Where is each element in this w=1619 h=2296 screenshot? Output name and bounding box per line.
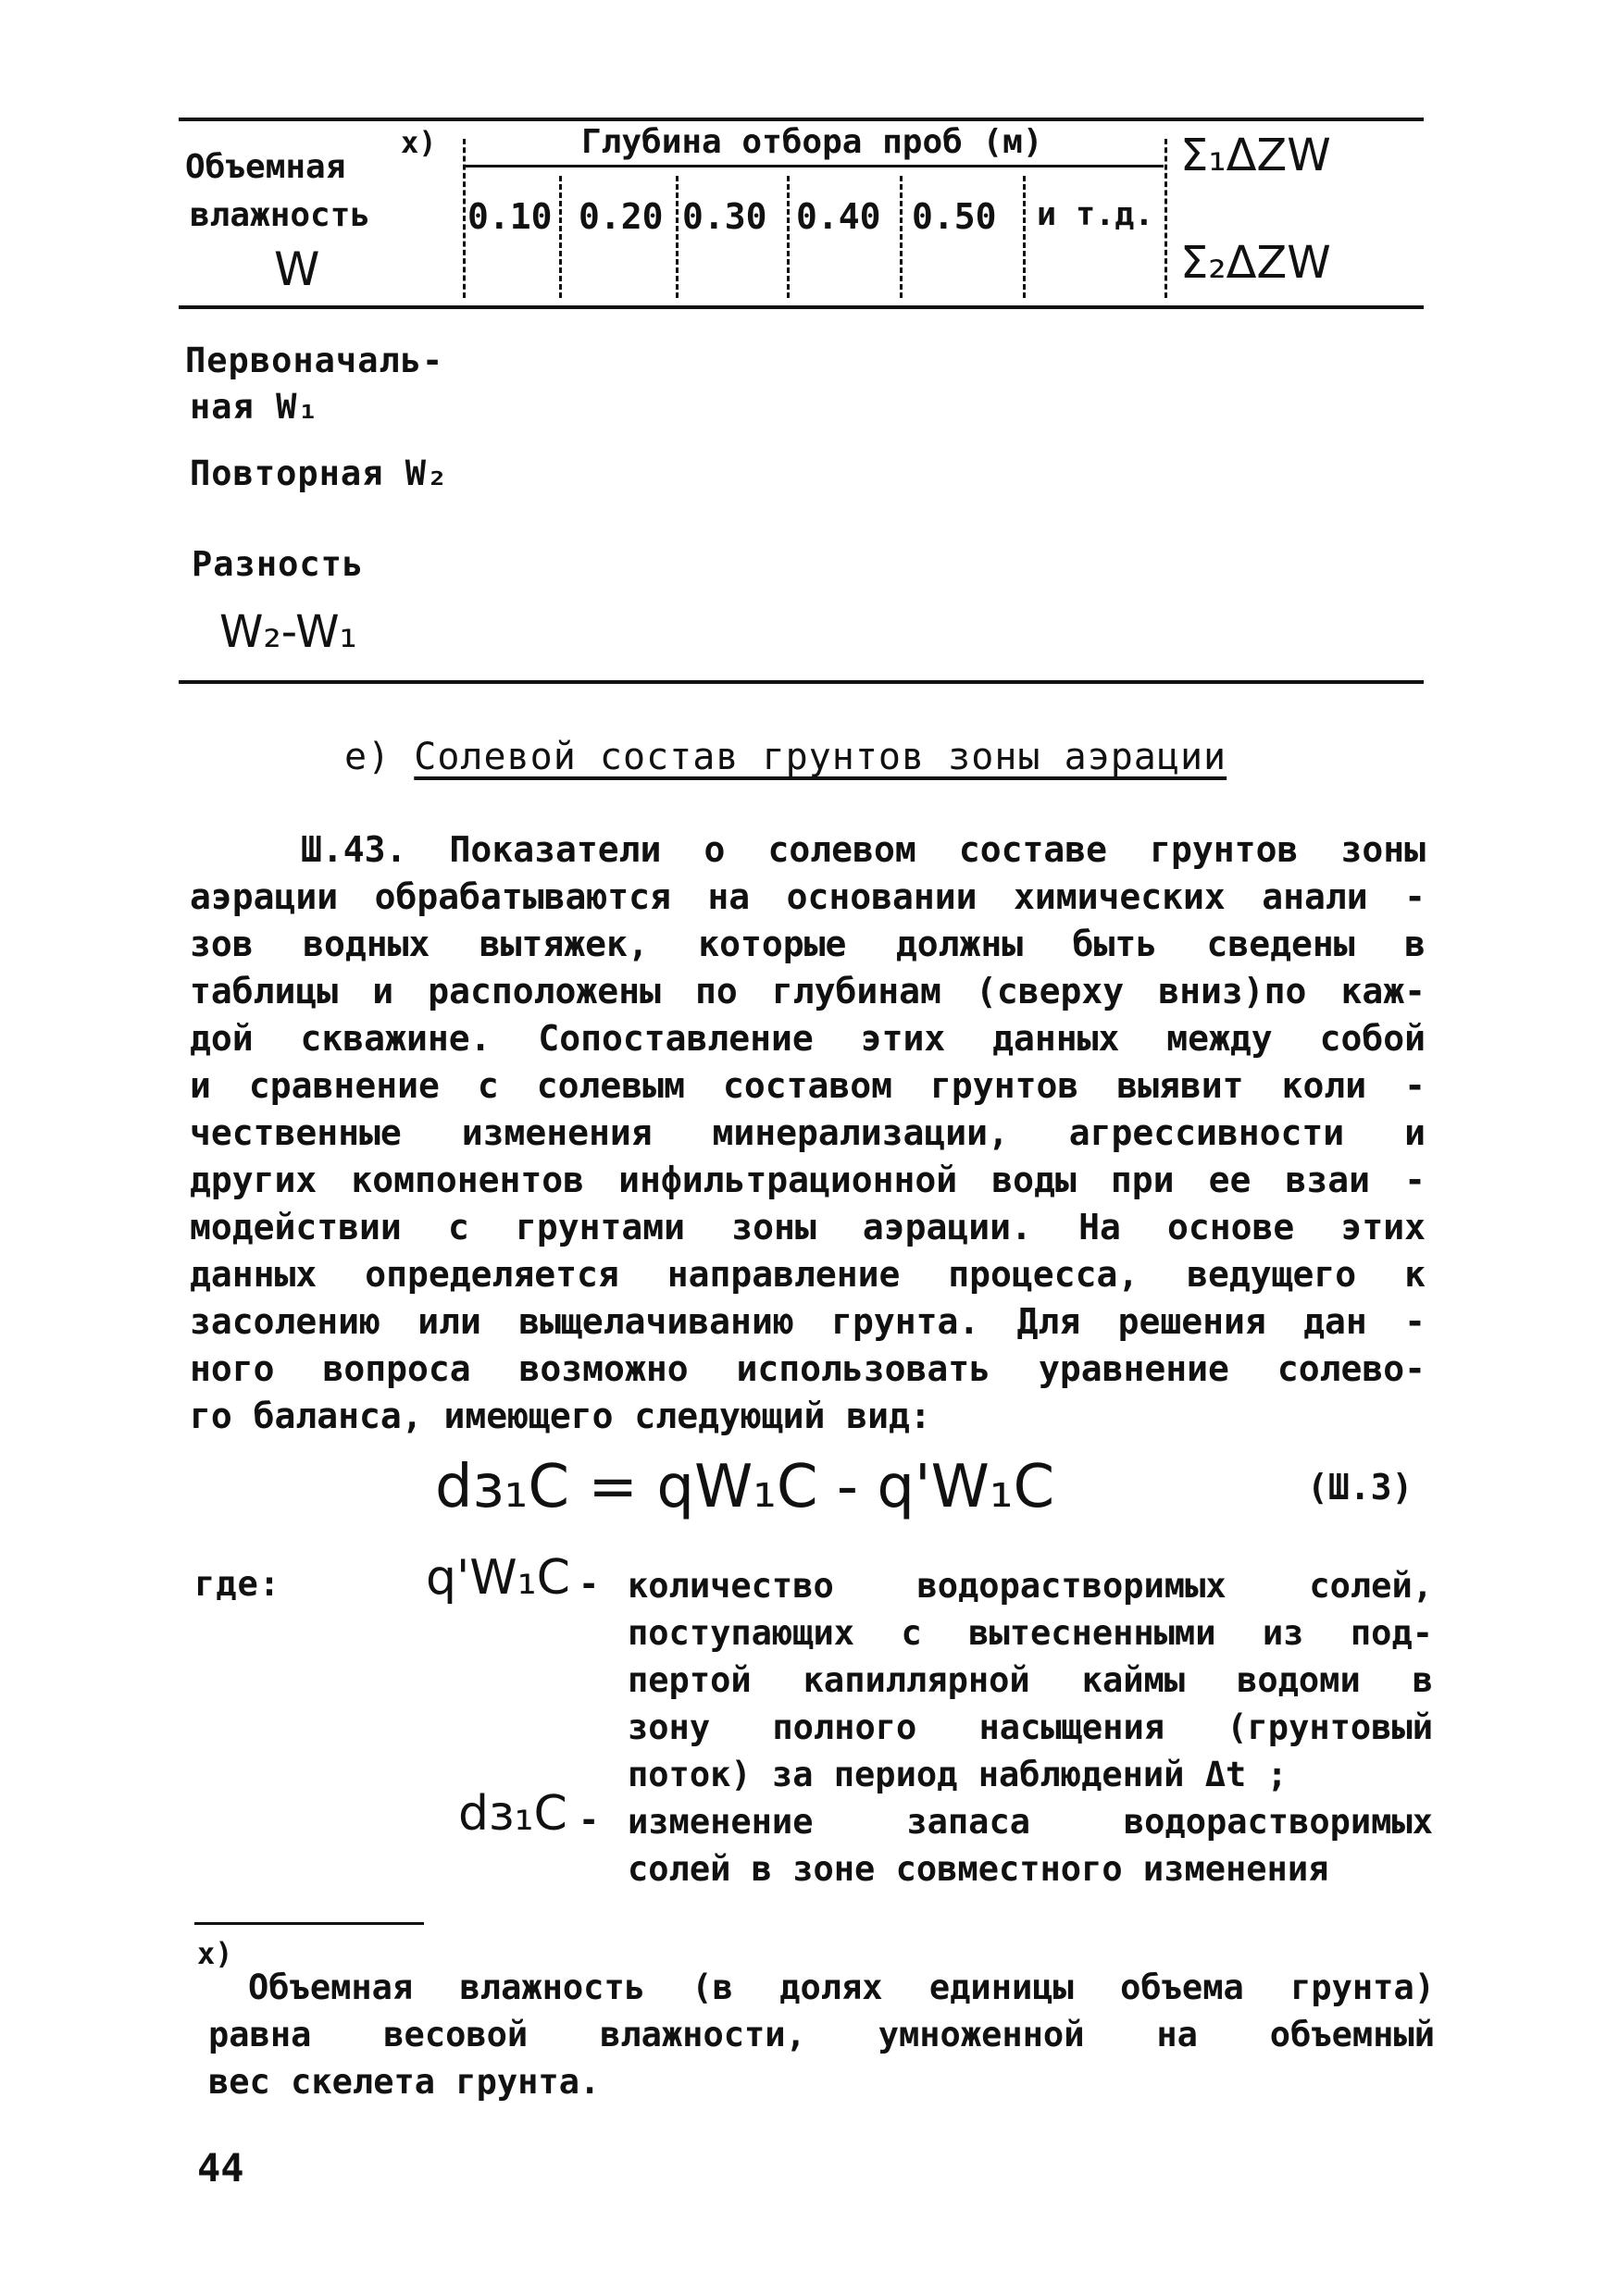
def1-line: пертой капиллярной каймы водоми в bbox=[628, 1660, 1433, 1700]
definition-dash-2: - bbox=[579, 1800, 601, 1840]
depth-col-1: 0.20 bbox=[579, 196, 664, 237]
row-difference-line1: Разность bbox=[192, 544, 365, 584]
def1-line: зону полного насыщения (грунтовый bbox=[628, 1707, 1433, 1747]
depth-col-3: 0.40 bbox=[796, 196, 881, 237]
row-header-symbol: W bbox=[274, 242, 320, 296]
footnote-line: равна весовой влажности, умноженной на объемный bbox=[208, 2015, 1435, 2054]
row-initial-line2: ная W₁ bbox=[190, 387, 319, 427]
footnote-rule bbox=[194, 1922, 424, 1925]
definition-symbol-1: q'W₁C bbox=[426, 1550, 570, 1606]
depth-header-underline bbox=[465, 165, 1164, 168]
def1-line: количество водорастворимых солей, bbox=[628, 1566, 1433, 1606]
depth-col-5: и т.д. bbox=[1037, 196, 1154, 233]
row-header-line1: Объемная bbox=[185, 148, 346, 186]
definition-symbol-2: dз₁C bbox=[458, 1786, 567, 1842]
def2-line: изменение запаса водорастворимых bbox=[628, 1802, 1433, 1842]
def2-line: солей в зоне совместного изменения bbox=[628, 1849, 1329, 1889]
col-sep bbox=[463, 139, 466, 298]
definition-dash-1: - bbox=[579, 1564, 601, 1604]
col-sep bbox=[559, 176, 562, 298]
footnote-text-cont bbox=[208, 2011, 1435, 2105]
para-line: засолению или выщелачиванию грунта. Для решения дан - bbox=[190, 1301, 1426, 1342]
section-title bbox=[344, 736, 1227, 778]
col-sep bbox=[787, 176, 790, 298]
para-line: и сравнение с солевым составом грунтов выявит коли - bbox=[190, 1065, 1426, 1106]
definition-text-1 bbox=[628, 1562, 1433, 1798]
para-line: ного вопроса возможно использовать уравнение солево- bbox=[190, 1348, 1426, 1389]
para-line: данных определяется направление процесса, ведущего к bbox=[190, 1254, 1426, 1295]
def1-line: поток) за период наблюдений Δt ; bbox=[628, 1755, 1288, 1794]
sum-header-2: Σ₂ΔZW bbox=[1180, 237, 1331, 289]
salt-balance-formula: dз₁C = qW₁C - q'W₁C bbox=[435, 1453, 1055, 1521]
row-difference-line2: W₂-W₁ bbox=[219, 606, 357, 658]
footnote-marker: х) bbox=[197, 1936, 233, 1971]
depth-header: Глубина отбора проб (м) bbox=[581, 123, 1043, 161]
equation-number: (Ш.3) bbox=[1307, 1467, 1414, 1508]
col-sep bbox=[1164, 139, 1167, 298]
definition-text-2 bbox=[628, 1798, 1433, 1893]
depth-col-4: 0.50 bbox=[912, 196, 997, 237]
para-line: аэрации обрабатываются на основании химических анали - bbox=[190, 876, 1426, 917]
def1-line: поступающих с вытесненными из под- bbox=[628, 1613, 1433, 1653]
sum-header-1: Σ₁ΔZW bbox=[1180, 130, 1331, 181]
table-bottom-rule bbox=[179, 680, 1424, 684]
para-line: чественные изменения минерализации, агрессивности и bbox=[190, 1112, 1426, 1153]
para-line: других компонентов инфильтрационной воды при ее взаи - bbox=[190, 1160, 1426, 1200]
row-initial-line1: Первоначаль- bbox=[185, 341, 444, 380]
col-sep bbox=[676, 176, 679, 298]
row-header-line2: влажность bbox=[190, 196, 371, 234]
where-label: где: bbox=[194, 1564, 281, 1604]
para-line: таблицы и расположены по глубинам (сверху вниз)по каж- bbox=[190, 971, 1426, 1011]
para-line: го баланса, имеющего следующий вид: bbox=[190, 1396, 931, 1436]
footnote-marker-header: х) bbox=[401, 125, 437, 160]
footnote-line: вес скелета грунта. bbox=[208, 2062, 601, 2102]
page-number: 44 bbox=[197, 2145, 244, 2191]
para-line: зов водных вытяжек, которые должны быть сведены в bbox=[190, 924, 1426, 964]
para-line: Ш.43. Показатели о солевом составе грунтов зоны bbox=[301, 829, 1426, 870]
row-repeat: Повторная W₂ bbox=[190, 453, 449, 493]
col-sep bbox=[1023, 176, 1026, 298]
para-line: модействии с грунтами зоны аэрации. На основе этих bbox=[190, 1207, 1426, 1247]
para-line: дой скважине. Сопоставление этих данных между собой bbox=[190, 1018, 1426, 1059]
table-header-rule bbox=[179, 305, 1424, 309]
paragraph-body bbox=[190, 826, 1426, 1440]
depth-col-2: 0.30 bbox=[682, 196, 767, 237]
col-sep bbox=[900, 176, 903, 298]
section-title-text: Солевой состав грунтов зоны аэрации bbox=[414, 736, 1227, 778]
depth-col-0: 0.10 bbox=[467, 196, 553, 237]
section-prefix: е) bbox=[344, 736, 392, 778]
footnote-text bbox=[248, 1964, 1435, 2011]
footnote-line: Объемная влажность (в долях единицы объема грунта) bbox=[248, 1967, 1435, 2007]
table-top-rule bbox=[179, 118, 1424, 121]
